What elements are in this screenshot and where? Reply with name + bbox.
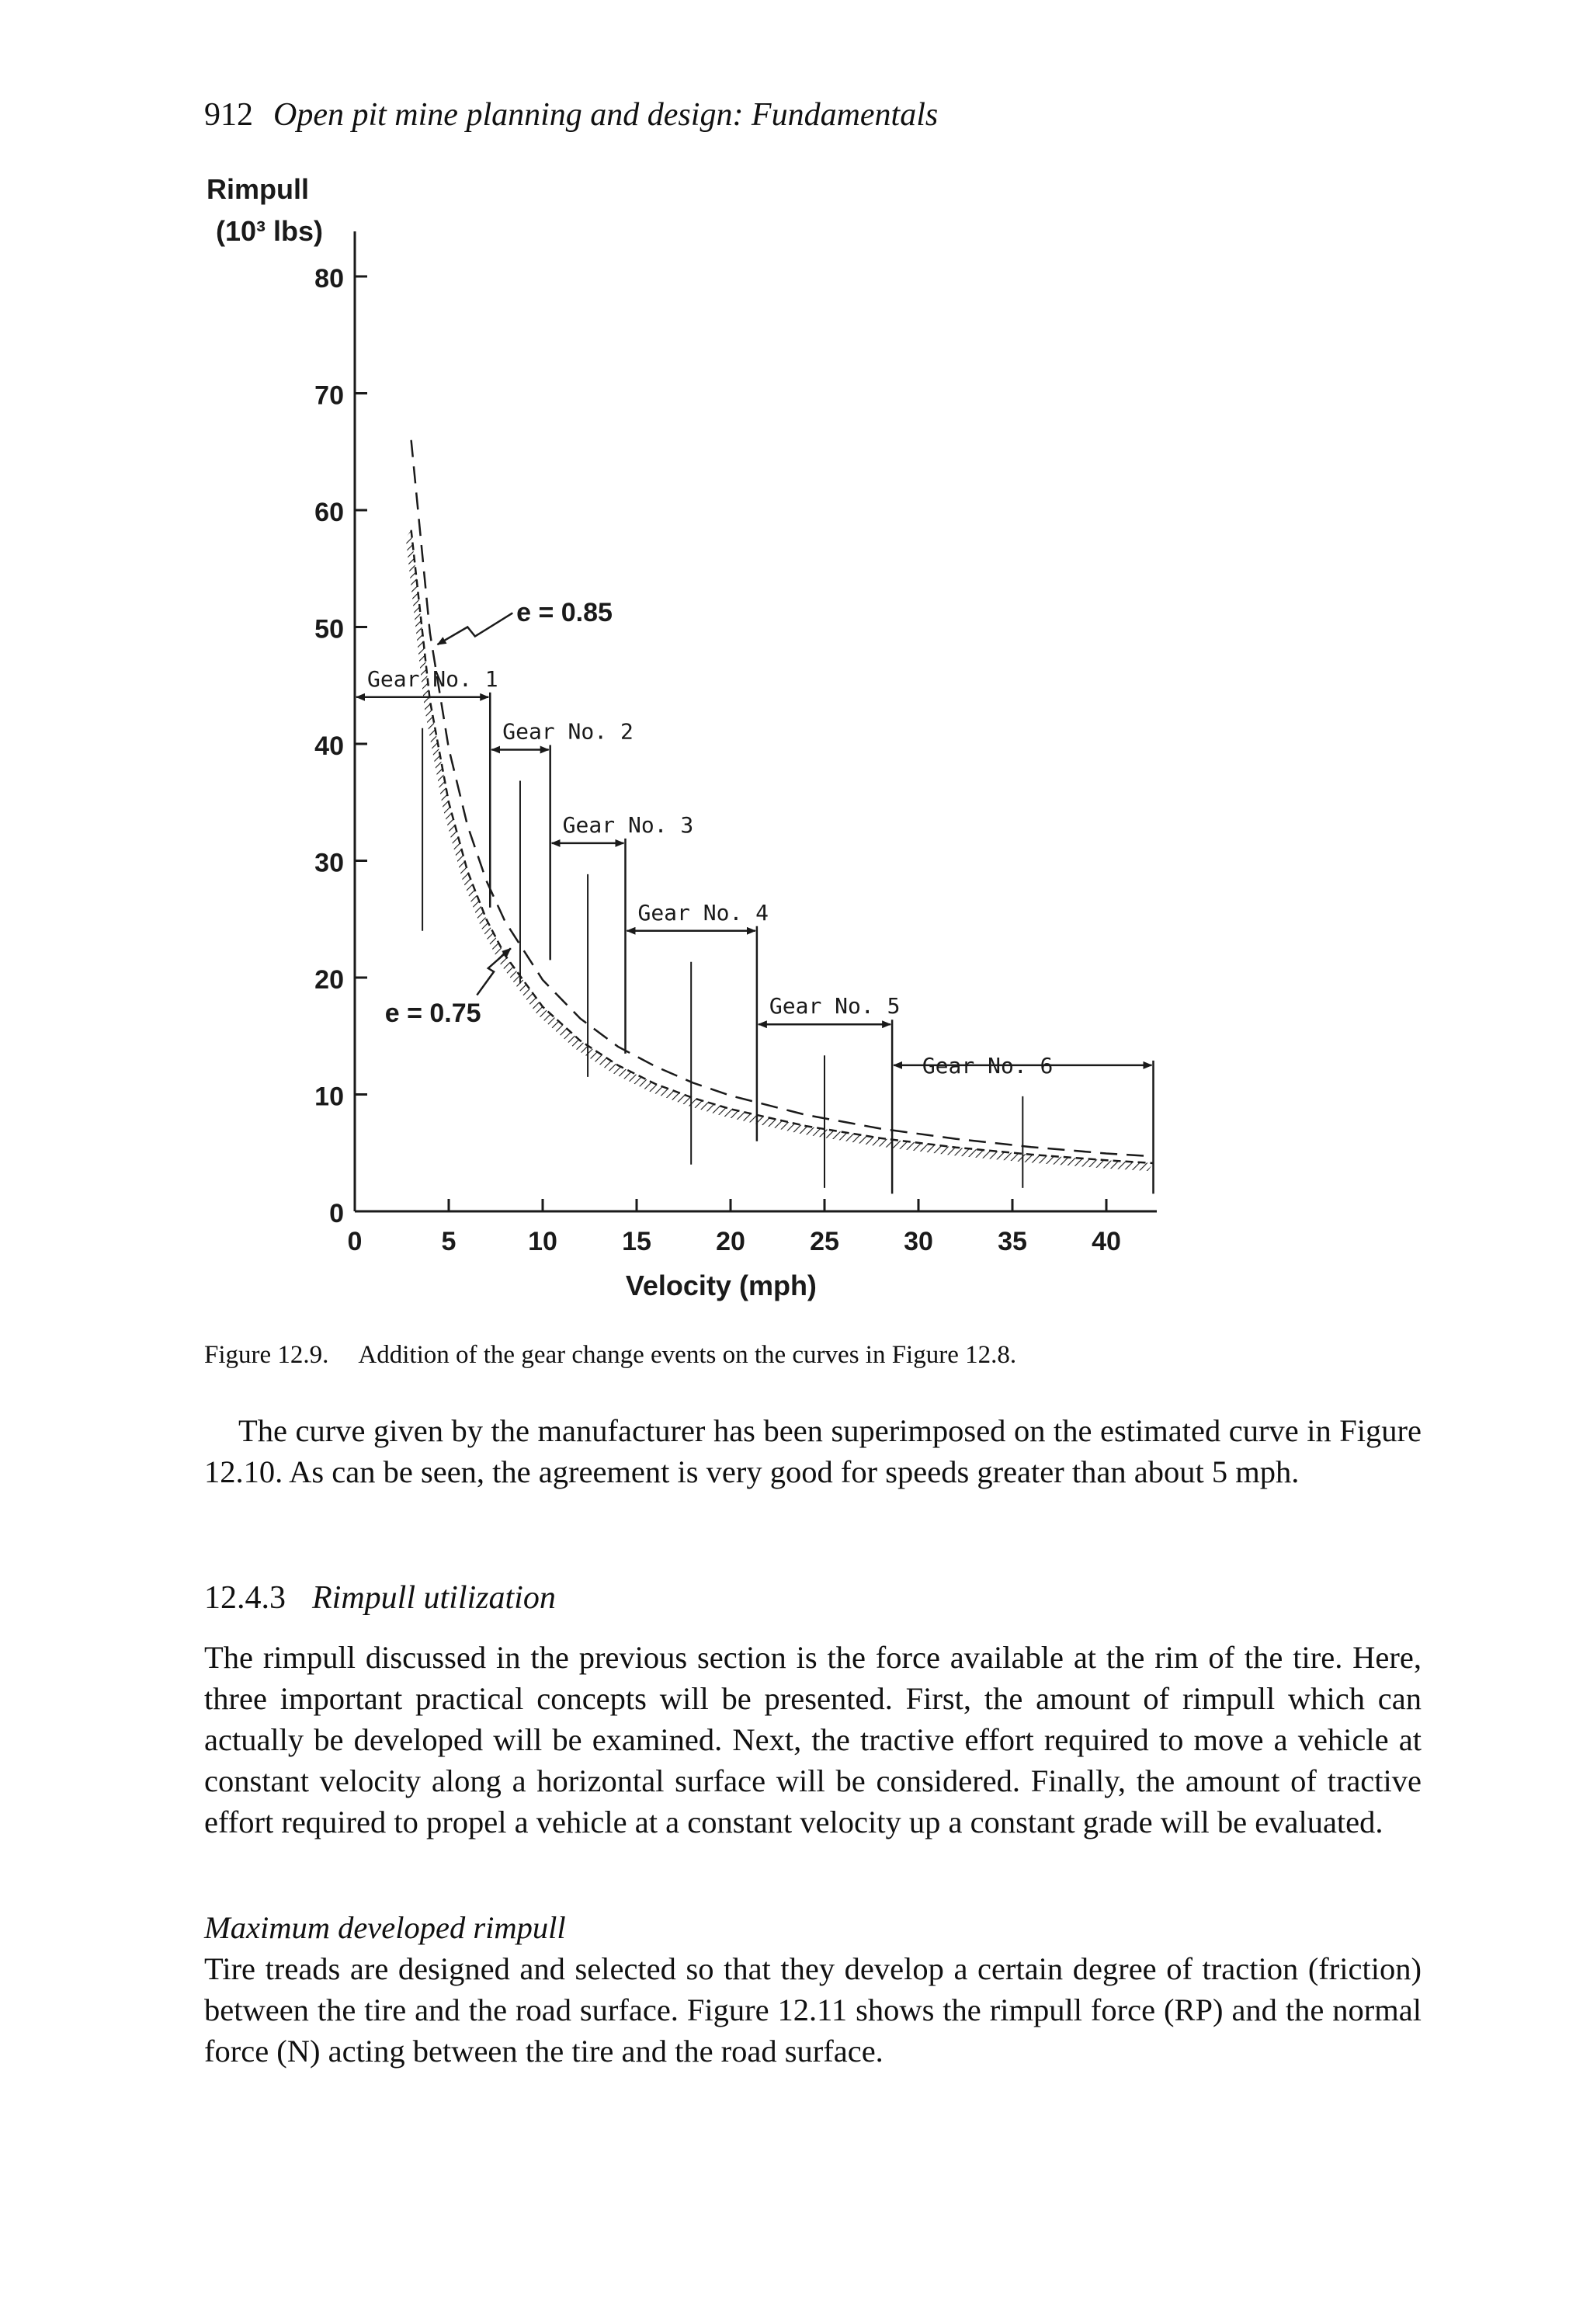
- section-title: Rimpull utilization: [312, 1580, 556, 1616]
- y-axis-title: Rimpull: [207, 173, 309, 205]
- x-tick-label-30: 30: [904, 1227, 933, 1256]
- rimpull-chart: [194, 171, 1203, 1312]
- annotation-e075: e = 0.75: [384, 999, 481, 1029]
- section-heading: [204, 1576, 556, 1620]
- x-tick-label-10: 10: [528, 1227, 557, 1256]
- y-tick-label-40: 40: [314, 731, 344, 761]
- caption-number: Figure 12.9.: [204, 1341, 329, 1369]
- gear-4-label: Gear No. 4: [637, 899, 769, 926]
- x-tick-label-15: 15: [622, 1227, 651, 1256]
- y-tick-label-0: 0: [329, 1199, 344, 1228]
- y-tick-label-60: 60: [314, 498, 344, 527]
- y-tick-label-30: 30: [314, 848, 344, 878]
- book-title: Open pit mine planning and design: Fundamentals: [273, 97, 939, 133]
- subheading-maximum-rimpull: Maximum developed rimpull: [204, 1910, 566, 1945]
- gear-1-label: Gear No. 1: [367, 665, 498, 692]
- y-tick-label-20: 20: [314, 965, 344, 995]
- rimpull-velocity-figure: [194, 171, 1203, 1312]
- x-axis-title: Velocity (mph): [625, 1270, 817, 1301]
- y-tick-label-70: 70: [314, 380, 344, 411]
- y-tick-label-50: 50: [314, 614, 344, 644]
- caption-text: Addition of the gear change events on the curves in Figure 12.8.: [358, 1341, 1017, 1369]
- y-axis-unit: (10³ lbs): [216, 215, 324, 247]
- paragraph-rimpull-concepts: The rimpull discussed in the previous section is the force available at the rim of the tire. Here, three important practical concepts will be presented. First, the amount of rimpull which can actually be developed will be examined. Next, the tractive effort required to move a vehicle at constant velocity along a horizontal surface will be considered. Finally, the amount of tractive effort required to propel a vehicle at a constant velocity up a constant grade will be evaluated.: [204, 1640, 1422, 1839]
- gear-6-label: Gear No. 6: [922, 1052, 1054, 1079]
- curve-e085: [411, 440, 1154, 1157]
- x-tick-label-35: 35: [998, 1227, 1027, 1256]
- x-tick-label-20: 20: [716, 1227, 745, 1256]
- gear-5-label: Gear No. 5: [769, 993, 901, 1020]
- paragraph-tire-treads: Tire treads are designed and selected so that they develop a certain degree of traction (friction) between the tire and the road surface. Figure 12.11 shows the rimpull force (RP) and the normal force (N) acting between the tire and the road surface.: [204, 1951, 1422, 2069]
- y-tick-label-10: 10: [314, 1082, 344, 1112]
- section-number: 12.4.3: [204, 1580, 286, 1616]
- y-tick-label-80: 80: [314, 264, 344, 294]
- page-number: 912: [204, 97, 253, 133]
- gear-3-label: Gear No. 3: [562, 811, 694, 838]
- annotation-e085-arrow: [437, 613, 512, 644]
- annotation-e085: e = 0.85: [516, 597, 613, 627]
- gear-2-label: Gear No. 2: [502, 718, 634, 745]
- x-tick-label-0: 0: [347, 1227, 363, 1256]
- x-tick-label-5: 5: [441, 1227, 457, 1256]
- figure-caption: [204, 1337, 1016, 1373]
- running-header: [204, 92, 938, 138]
- paragraph-manufacturer-curve: The curve given by the manufacturer has been superimposed on the estimated curve in Figure 12.10. As can be seen, the agreement is very good for speeds greater than about 5 mph.: [204, 1413, 1422, 1489]
- x-tick-label-25: 25: [810, 1227, 839, 1256]
- x-tick-label-40: 40: [1092, 1227, 1121, 1256]
